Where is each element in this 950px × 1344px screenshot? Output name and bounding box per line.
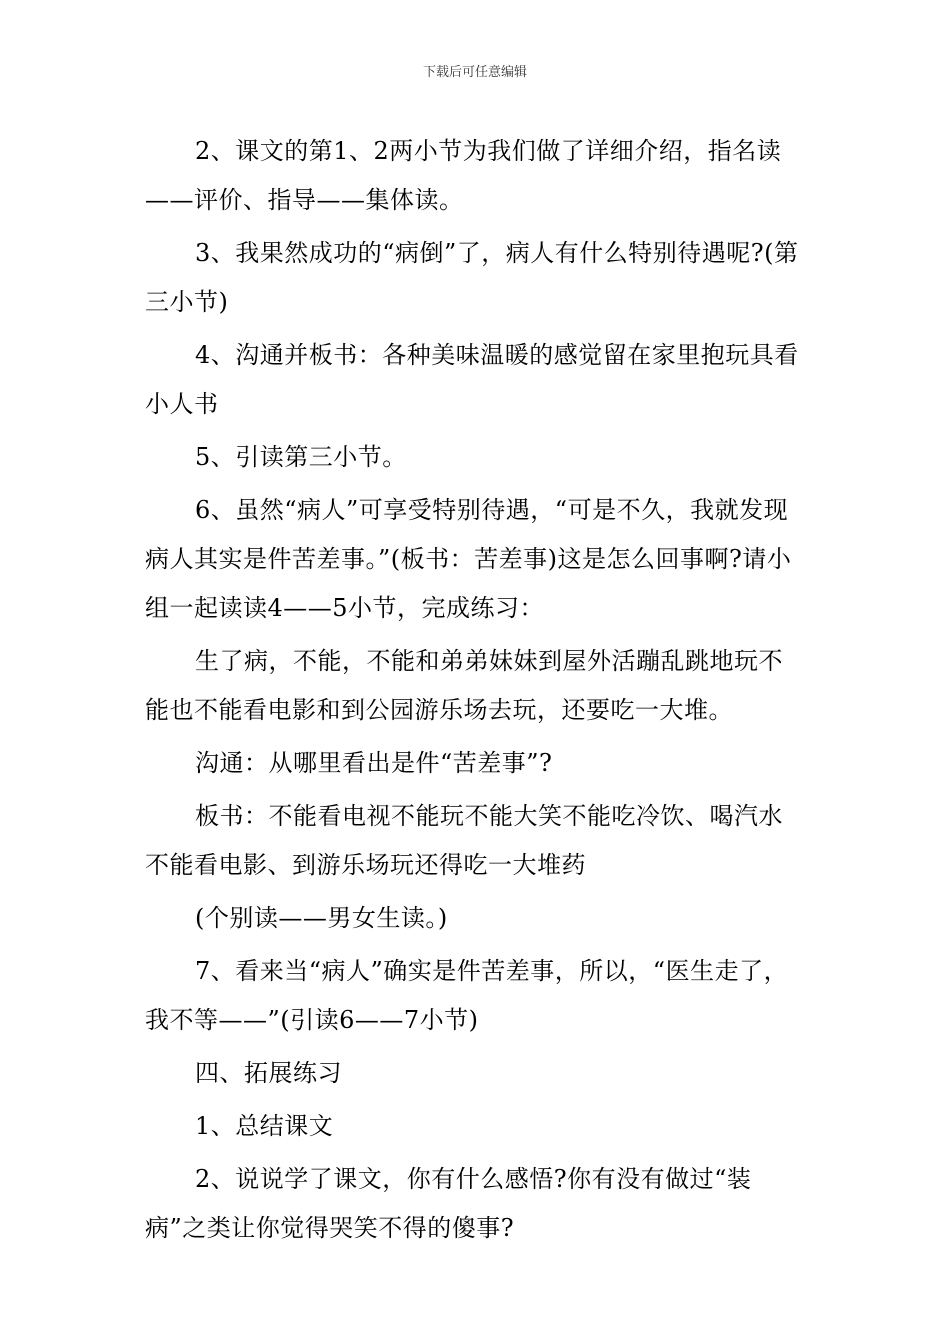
paragraph: (个别读——男女生读。) xyxy=(195,904,448,932)
paragraph: 板书：不能看电视不能玩不能大笑不能吃冷饮、喝汽水不能看电影、到游乐场玩还得吃一大堆药 xyxy=(145,802,783,879)
paragraph: 7、看来当“病人”确实是件苦差事，所以，“医生走了，我不等——”(引读6——7小节) xyxy=(145,957,789,1034)
paragraph: 6、虽然“病人”可享受特别待遇，“可是不久，我就发现病人其实是件苦差事。”(板书：苦差事)这是怎么回事啊?请小组一起读读4——5小节，完成练习： xyxy=(145,496,792,622)
paragraph: 5、引读第三小节。 xyxy=(195,443,407,471)
paragraph: 1、总结课文 xyxy=(195,1112,334,1140)
paragraph: 沟通：从哪里看出是件“苦差事”? xyxy=(195,749,553,777)
paragraph: 3、我果然成功的“病倒”了，病人有什么特别待遇呢?(第三小节) xyxy=(145,239,799,316)
paragraph: 2、说说学了课文，你有什么感悟?你有没有做过“装病”之类让你觉得哭笑不得的傻事? xyxy=(145,1165,752,1242)
paragraph: 4、沟通并板书：各种美味温暖的感觉留在家里抱玩具看小人书 xyxy=(145,341,799,418)
document-body xyxy=(145,127,807,1257)
section-heading: 四、拓展练习 xyxy=(195,1059,342,1087)
paragraph: 生了病，不能，不能和弟弟妹妹到屋外活蹦乱跳地玩不能也不能看电影和到公园游乐场去玩，还要吃一大堆。 xyxy=(145,647,783,724)
paragraph: 2、课文的第1、2两小节为我们做了详细介绍，指名读——评价、指导——集体读。 xyxy=(145,137,782,214)
page-header: 下载后可任意编辑 xyxy=(422,65,527,80)
